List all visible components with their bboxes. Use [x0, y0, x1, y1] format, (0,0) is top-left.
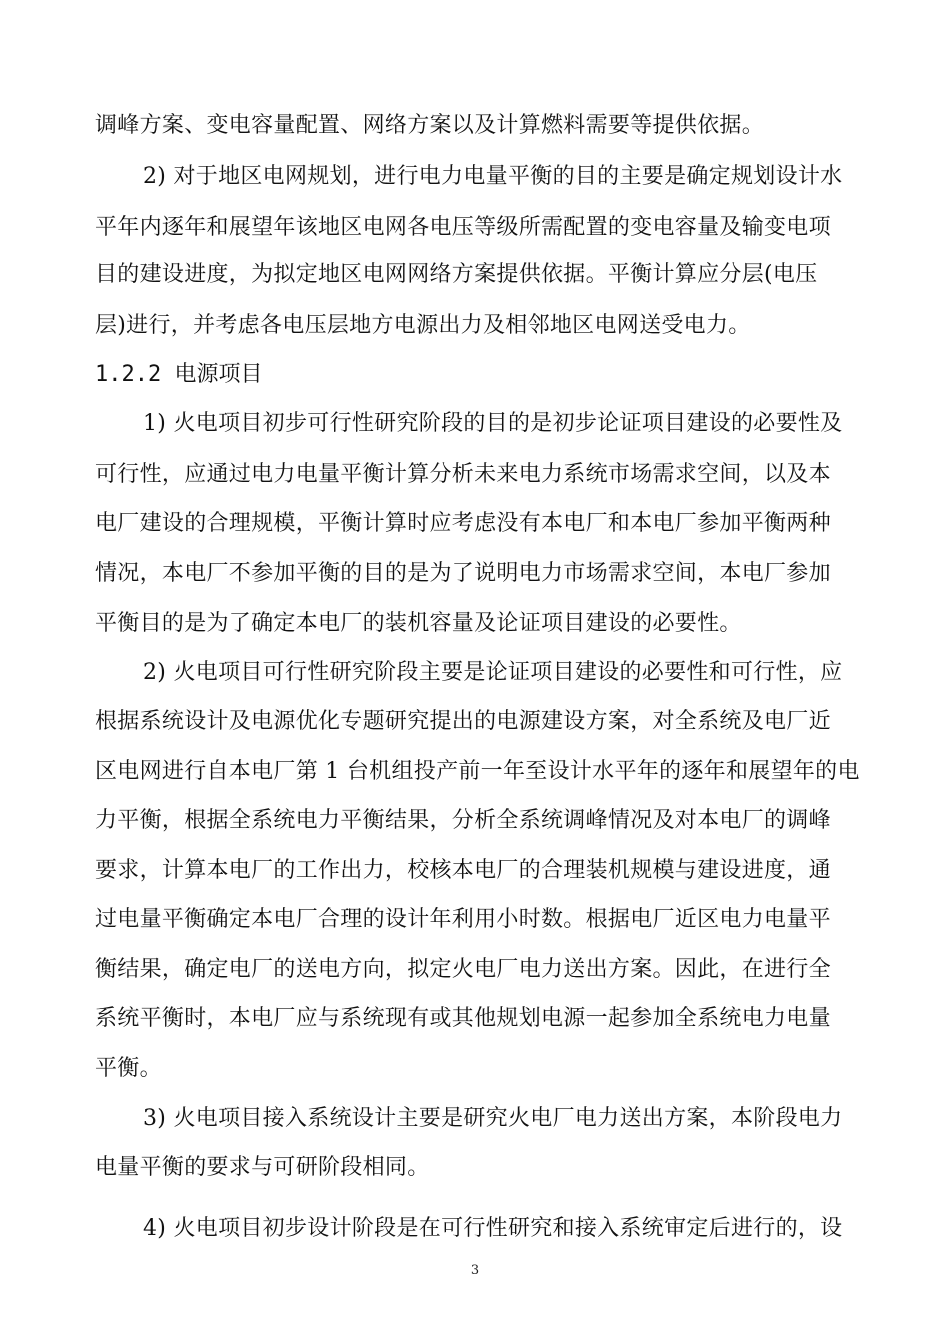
text-line: 4) 火电项目初步设计阶段是在可行性研究和接入系统审定后进行的，设 — [143, 1216, 843, 1241]
text-line: 电厂建设的合理规模，平衡计算时应考虑没有本电厂和本电厂参加平衡两种 — [95, 511, 831, 536]
text-line: 调峰方案、变电容量配置、网络方案以及计算燃料需要等提供依据。 — [95, 113, 765, 138]
text-line: 平衡目的是为了确定本电厂的装机容量及论证项目建设的必要性。 — [95, 611, 742, 636]
text-line: 层)进行，并考虑各电压层地方电源出力及相邻地区电网送受电力。 — [95, 313, 751, 338]
text-line: 电量平衡的要求与可研阶段相同。 — [95, 1155, 430, 1180]
page-number: 3 — [470, 1263, 480, 1278]
text-line: 力平衡，根据全系统电力平衡结果，分析全系统调峰情况及对本电厂的调峰 — [95, 808, 831, 833]
text-line: 系统平衡时，本电厂应与系统现有或其他规划电源一起参加全系统电力电量 — [95, 1006, 831, 1031]
text-line: 可行性，应通过电力电量平衡计算分析未来电力系统市场需求空间，以及本 — [95, 462, 831, 487]
text-line: 目的建设进度，为拟定地区电网网络方案提供依据。平衡计算应分层(电压 — [95, 262, 818, 287]
section-heading: 1.2.2 电源项目 — [95, 362, 263, 387]
text-line: 要求，计算本电厂的工作出力，校核本电厂的合理装机规模与建设进度，通 — [95, 858, 831, 883]
text-line: 衡结果，确定电厂的送电方向，拟定火电厂电力送出方案。因此，在进行全 — [95, 957, 831, 982]
text-line: 区电网进行自本电厂第 1 台机组投产前一年至设计水平年的逐年和展望年的电 — [95, 759, 860, 784]
text-line: 过电量平衡确定本电厂合理的设计年利用小时数。根据电厂近区电力电量平 — [95, 907, 831, 932]
text-line: 平衡。 — [95, 1056, 162, 1081]
text-line: 情况，本电厂不参加平衡的目的是为了说明电力市场需求空间，本电厂参加 — [95, 561, 831, 586]
text-line: 根据系统设计及电源优化专题研究提出的电源建设方案，对全系统及电厂近 — [95, 709, 831, 734]
text-line: 1) 火电项目初步可行性研究阶段的目的是初步论证项目建设的必要性及 — [143, 411, 843, 436]
text-line: 平年内逐年和展望年该地区电网各电压等级所需配置的变电容量及输变电项 — [95, 215, 831, 240]
text-line: 2) 火电项目可行性研究阶段主要是论证项目建设的必要性和可行性，应 — [143, 660, 843, 685]
text-line: 3) 火电项目接入系统设计主要是研究火电厂电力送出方案，本阶段电力 — [143, 1106, 843, 1131]
text-line: 2) 对于地区电网规划，进行电力电量平衡的目的主要是确定规划设计水 — [143, 164, 843, 189]
